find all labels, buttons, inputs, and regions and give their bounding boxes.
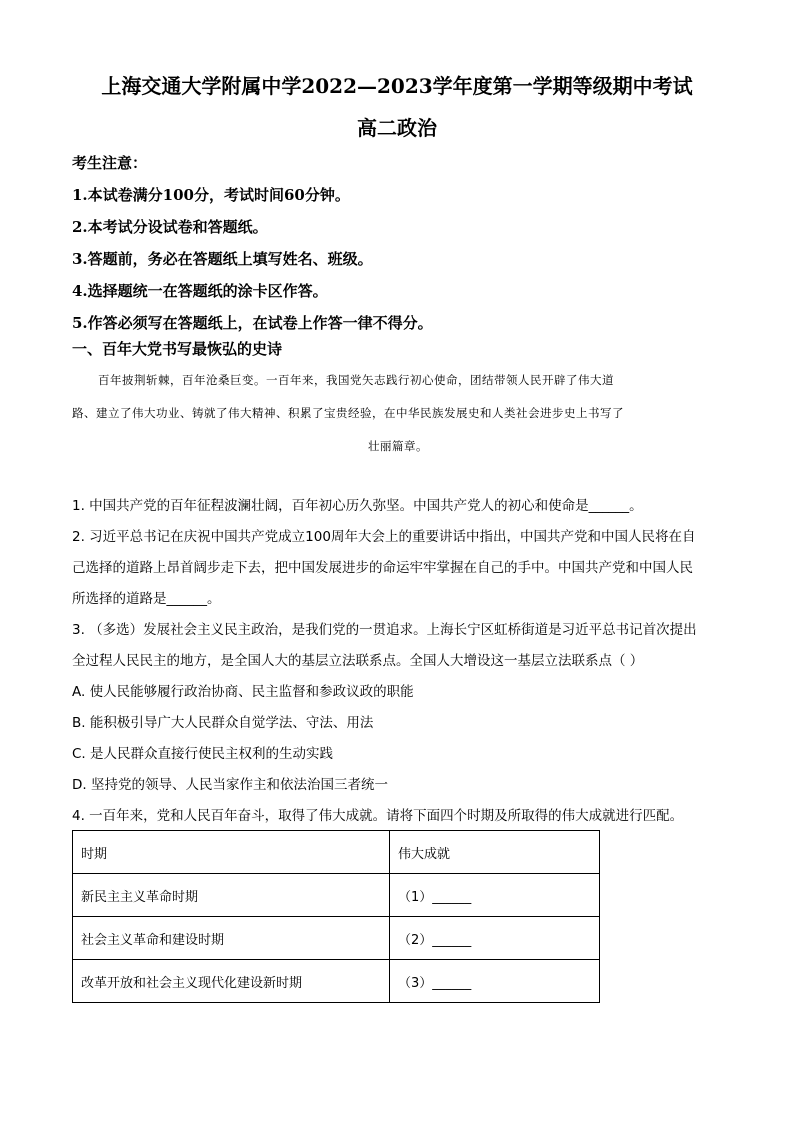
question-3-line: 3. （多选）发展社会主义民主政治，是我们党的一贯追求。上海长宁区虹桥街道是习近平总书记首次提出 [72,622,697,638]
passage-line: 壮丽篇章。 [368,439,428,453]
table-row [73,874,600,917]
option-a: A. 使人民能够履行政治协商、民主监督和参政议政的职能 [72,684,414,700]
note-item: 1.本试卷满分100分，考试时间60分钟。 [72,186,350,204]
option-d: D. 坚持党的领导、人民当家作主和依法治国三者统一 [72,777,388,793]
table-row [73,917,600,960]
notes-heading: 考生注意： [72,154,148,172]
table-cell: 改革开放和社会主义现代化建设新时期 [73,960,390,1003]
table-row [73,960,600,1003]
table-header-row [73,831,600,874]
candidate-notes [72,151,433,343]
question-2-line: 2. 习近平总书记在庆祝中国共产党成立100周年大会上的重要讲话中指出，中国共产党和中国人民将在自 [72,529,696,545]
passage-line: 路、建立了伟大功业、铸就了伟大精神、积累了宝贵经验，在中华民族发展史和人类社会进步史上书写了 [72,406,624,420]
question-list [72,492,724,833]
table-cell: （3）______ [390,960,600,1003]
note-item: 5.作答必须写在答题纸上，在试卷上作答一律不得分。 [72,314,433,332]
option-c: C. 是人民群众直接行使民主权利的生动实践 [72,746,334,762]
section-passage [72,364,724,463]
section-heading: 一、百年大党书写最恢弘的史诗 [72,340,283,358]
note-item: 2.本考试分设试卷和答题纸。 [72,218,268,236]
matching-table [72,830,600,1003]
question-3-line: 全过程人民民主的地方，是全国人大的基层立法联系点。全国人大增设这一基层立法联系点（ ） [72,653,644,669]
note-item: 3.答题前，务必在答题纸上填写姓名、班级。 [72,250,373,268]
option-b: B. 能积极引导广大人民群众自觉学法、守法、用法 [72,715,374,731]
question-1: 1. 中国共产党的百年征程波澜壮阔，百年初心历久弥坚。中国共产党人的初心和使命是______。 [72,498,643,514]
exam-subject: 高二政治 [357,116,437,140]
question-4: 4. 一百年来，党和人民百年奋斗，取得了伟大成就。请将下面四个时期及所取得的伟大成就进行匹配。 [72,808,684,824]
question-2-line: 所选择的道路是______。 [72,591,221,607]
note-item: 4.选择题统一在答题纸的涂卡区作答。 [72,282,328,300]
table-header-cell: 伟大成就 [390,831,600,874]
table-cell: （2）______ [390,917,600,960]
exam-title: 上海交通大学附属中学2022—2023学年度第一学期等级期中考试 [101,74,693,98]
table-cell: （1）______ [390,874,600,917]
question-2-line: 己选择的道路上昂首阔步走下去，把中国发展进步的命运牢牢掌握在自己的手中。中国共产党和中国人民 [72,560,693,576]
table-cell: 新民主主义革命时期 [73,874,390,917]
table-header-cell: 时期 [73,831,390,874]
table-cell: 社会主义革命和建设时期 [73,917,390,960]
passage-line: 百年披荆斩棘，百年沧桑巨变。一百年来，我国党矢志践行初心使命，团结带领人民开辟了伟大道 [98,373,614,387]
